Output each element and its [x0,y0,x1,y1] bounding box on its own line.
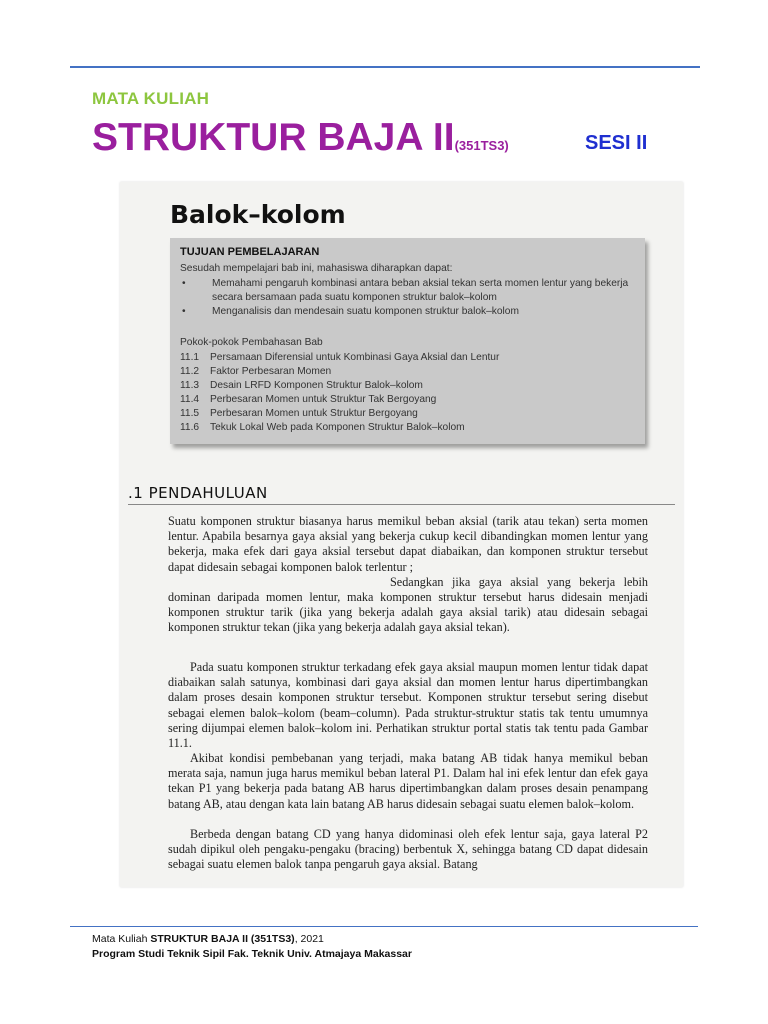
topic-text: Perbesaran Momen untuk Struktur Bergoyang [210,408,418,419]
topic-number: 11.2 [180,366,200,377]
paragraph-text: Akibat kondisi pembebanan yang terjadi, maka batang AB tidak hanya memikul beban merata saja, namun juga harus memikul beban lateral P1. Dalam hal ini efek lentur dan efek gaya tekan P1 yang bekerja pada batang AB harus dipertimbangkan dalam proses desain penampang batang AB, atau dengan kata lain batang AB harus didesain sebagai suatu elemen balok–kolom. [168,751,648,811]
paragraph-text: Suatu komponen struktur biasanya harus memikul beban aksial (tarik atau tekan) serta momen lentur. Apabila besarnya gaya aksial yang bekerja cukup kecil dibandingkan momen lentur yang bekerja, maka efek dari gaya aksial tersebut dapat diabaikan, dan komponen struktur tersebut dapat didesain sebagai komponen balok terlentur ; [168,514,648,574]
course-title [92,116,509,160]
footer-course: STRUKTUR BAJA II (351TS3) [150,933,295,945]
topic-text: Persamaan Diferensial untuk Kombinasi Gaya Aksial dan Lentur [210,352,500,363]
footer-prefix: Mata Kuliah [92,933,151,945]
objectives-list [180,277,632,319]
section-divider [128,504,675,505]
paragraph-batang-cd [168,827,648,873]
course-title-text: STRUKTUR BAJA II [92,116,455,159]
objective-item [180,305,632,319]
topic-item [180,351,499,365]
objectives-intro: Sesudah mempelajari bab ini, mahasiswa diharapkan dapat: [180,263,453,274]
topic-text: Desain LRFD Komponen Struktur Balok–kolom [210,380,423,391]
topic-item [180,365,499,379]
footer-year: , 2021 [294,933,324,945]
footer [92,932,412,962]
paragraph-text: Berbeda dengan batang CD yang hanya didominasi oleh efek lentur saja, gaya lateral P2 sudah dipikul oleh pengaku-pengaku (bracing) berbentuk X, sehingga batang CD dapat didesain sebagai suatu elemen balok tanpa pengaruh gaya aksial. Batang [168,827,648,872]
paragraph-batang-ab [168,751,648,812]
course-label: MATA KULIAH [92,89,210,108]
footer-line-2: Program Studi Teknik Sipil Fak. Teknik Univ. Atmajaya Makassar [92,948,412,960]
topics-list [180,351,499,435]
bullet-icon: • [182,306,186,317]
course-code: (351TS3) [454,138,509,153]
topics-heading: Pokok-pokok Pembahasan Bab [180,337,323,348]
topic-item [180,393,499,407]
footer-line-1 [92,932,412,947]
paragraph-text: Pada suatu komponen struktur terkadang efek gaya aksial maupun momen lentur tidak dapat diabaikan salah satunya, kombinasi dari gaya aksial dan momen lentur harus dipertimbangkan dalam proses desain komponen struktur tersebut. Komponen struktur tersebut sering disebut sebagai elemen balok–kolom (beam–column). Pada struktur-struktur statis tak tentu umumnya sering dijumpai elemen balok–kolom ini. Perhatikan struktur portal statis tak tentu pada Gambar 11.1. [168,660,648,751]
scanned-page [120,182,683,887]
objectives-heading: TUJUAN PEMBELAJARAN [180,246,320,258]
paragraph-text: Sedangkan jika gaya aksial yang bekerja lebih dominan daripada momen lentur, maka komponen struktur tersebut harus didesain menjadi komponen struktur tarik (jika yang bekerja adalah gaya aksial tarik) atau didesain sebagai komponen struktur tekan (jika yang bekerja adalah gaya aksial tekan). [168,574,648,635]
objective-text: Menganalisis dan mendesain suatu komponen struktur balok–kolom [212,306,519,317]
section-heading: .1 PENDAHULUAN [128,484,268,502]
topic-number: 11.6 [180,422,200,433]
topic-item [180,379,499,393]
learning-objectives-box [170,238,645,444]
topic-text: Perbesaran Momen untuk Struktur Tak Bergoyang [210,394,437,405]
objective-text: Memahami pengaruh kombinasi antara beban aksial tekan serta momen lentur yang bekerja secara bersamaan pada suatu komponen struktur balok–kolom [212,278,629,303]
topic-item [180,421,499,435]
footer-divider [70,926,698,927]
topic-text: Faktor Perbesaran Momen [210,366,332,377]
paragraph-combination [168,660,648,751]
topic-number: 11.5 [180,408,200,419]
chapter-title: Balok–kolom [170,200,346,229]
topic-item [180,407,499,421]
session-label: SESI II [585,132,648,154]
bullet-icon: • [182,278,186,289]
header-divider [70,66,700,68]
topic-number: 11.3 [180,380,200,391]
objective-item [180,277,632,305]
topic-number: 11.4 [180,394,200,405]
paragraph-intro [168,514,648,636]
topic-number: 11.1 [180,352,200,363]
topic-text: Tekuk Lokal Web pada Komponen Struktur Balok–kolom [210,422,465,433]
